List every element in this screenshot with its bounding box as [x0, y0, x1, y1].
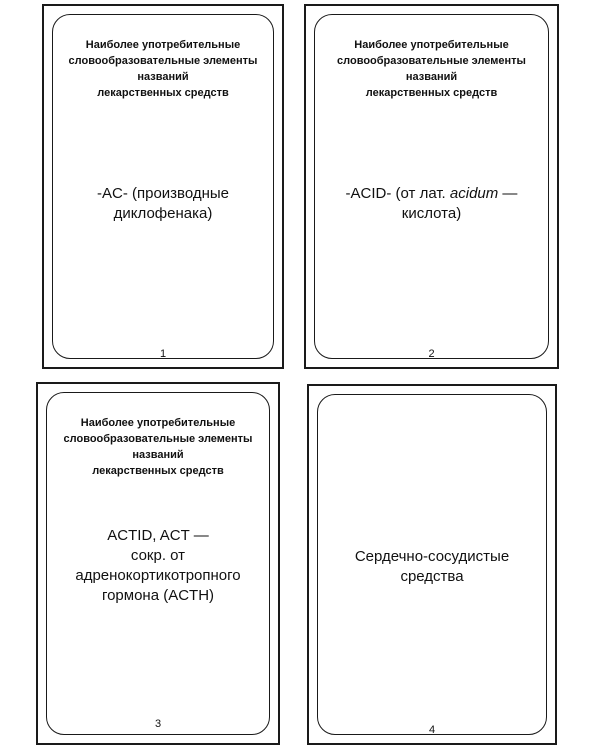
card-number: 1 — [159, 348, 167, 360]
card-header: Наиболее употребительные словообразовательные элементы названий лекарственных средств — [63, 417, 253, 477]
card-title-line: -AC- (производные диклофенака) — [96, 185, 230, 222]
card-4 — [307, 384, 557, 745]
card-3 — [36, 382, 280, 745]
card-title — [61, 184, 265, 224]
card-title-latin-term: acidum — [449, 185, 499, 202]
card-2 — [304, 4, 559, 369]
card-title-line: ACTID, ACT — — [107, 527, 209, 544]
card-title — [326, 547, 538, 587]
card-title-line: Сердечно-сосудистые средства — [354, 548, 510, 585]
card-title-line: сокр. от адренокортикотропного — [75, 547, 241, 584]
card-title-line: гормона (ACTH) — [101, 587, 215, 604]
card-frame — [314, 14, 549, 359]
card-number: 4 — [428, 724, 436, 736]
card-title — [323, 184, 540, 224]
card-number: 3 — [154, 718, 162, 730]
card-frame — [46, 392, 270, 735]
card-title — [55, 526, 261, 606]
card-frame — [317, 394, 547, 735]
card-header: Наиболее употребительные словообразовательные элементы названий лекарственных средств — [68, 39, 258, 99]
card-title-prefix: -ACID- (от лат. — [345, 185, 450, 202]
card-header: Наиболее употребительные словообразовательные элементы названий лекарственных средств — [337, 39, 526, 99]
card-number: 2 — [428, 348, 435, 360]
card-frame — [52, 14, 274, 359]
card-1 — [42, 4, 284, 369]
card-title-suffix: — кислота) — [401, 185, 518, 222]
